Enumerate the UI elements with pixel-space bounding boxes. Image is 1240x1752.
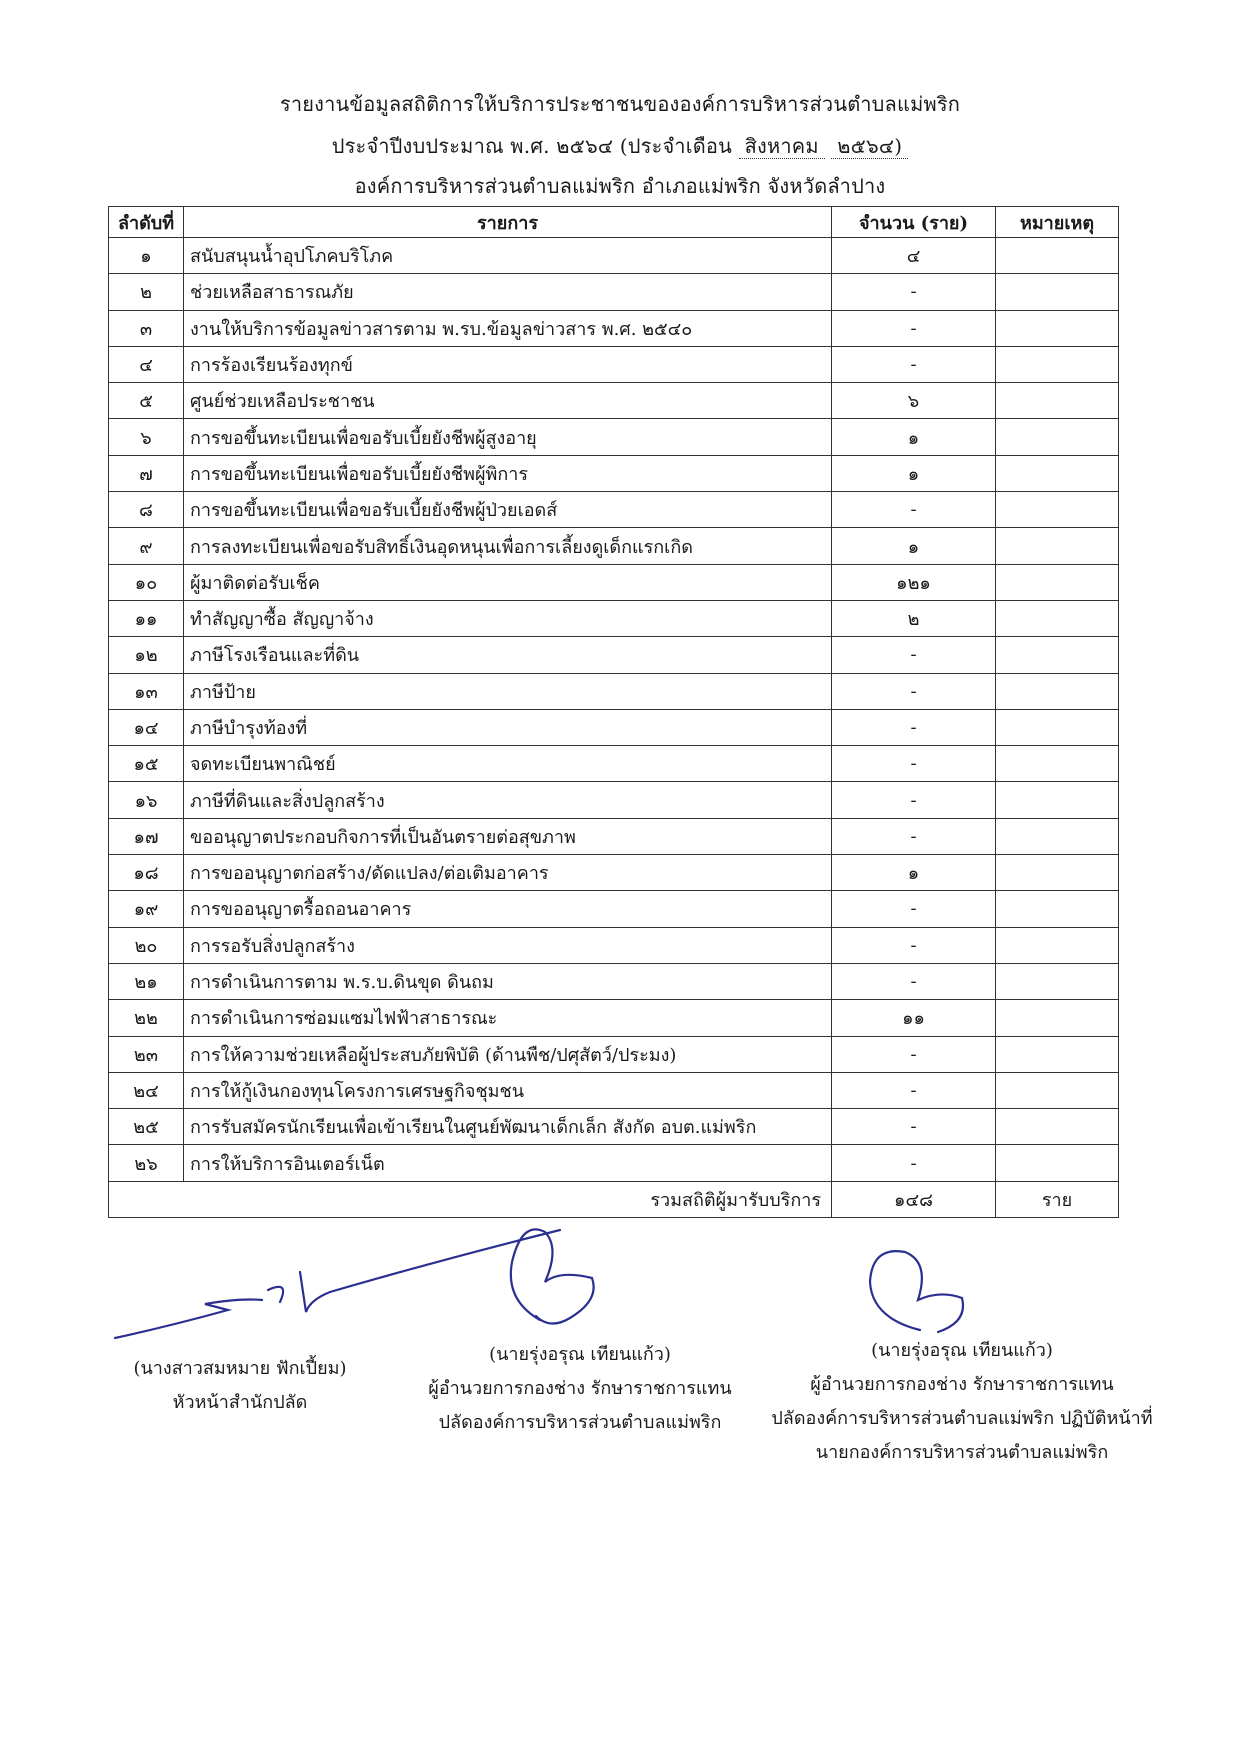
- report-period-prefix: ประจำปีงบประมาณ พ.ศ. ๒๕๖๔ (ประจำเดือน: [331, 134, 733, 158]
- row-item: ภาษีที่ดินและสิ่งปลูกสร้าง: [184, 782, 832, 818]
- signer-2-position-2: ปลัดองค์การบริหารส่วนตำบลแม่พริก: [438, 1412, 722, 1433]
- row-note: [996, 818, 1119, 854]
- row-number: ๒๑: [109, 963, 184, 999]
- row-item: ภาษีโรงเรือนและที่ดิน: [184, 637, 832, 673]
- row-item: ช่วยเหลือสาธารณภัย: [184, 274, 832, 310]
- row-note: [996, 564, 1119, 600]
- row-number: ๑๗: [109, 818, 184, 854]
- row-count: -: [832, 310, 996, 346]
- table-row: [109, 782, 1119, 818]
- table-row: [109, 492, 1119, 528]
- row-note: [996, 963, 1119, 999]
- row-count: ๒: [832, 600, 996, 636]
- row-count: ๔: [832, 238, 996, 274]
- row-count: -: [832, 1109, 996, 1145]
- row-item: การขอขึ้นทะเบียนเพื่อขอรับเบี้ยยังชีพผู้ป่วยเอดส์: [184, 492, 832, 528]
- table-row: [109, 600, 1119, 636]
- table-row: [109, 891, 1119, 927]
- signer-1-name: (นางสาวสมหมาย ฟักเปี้ยม): [133, 1358, 347, 1379]
- row-note: [996, 455, 1119, 491]
- row-item: จดทะเบียนพาณิชย์: [184, 746, 832, 782]
- table-row: [109, 1036, 1119, 1072]
- signature-block-3: [752, 1334, 1172, 1470]
- row-item: ภาษีป้าย: [184, 673, 832, 709]
- row-note: [996, 1145, 1119, 1181]
- row-note: [996, 346, 1119, 382]
- row-number: ๑๕: [109, 746, 184, 782]
- row-note: [996, 1036, 1119, 1072]
- report-period: [0, 130, 1240, 162]
- table-row: [109, 673, 1119, 709]
- signer-3-position-1: ผู้อำนวยการกองช่าง รักษาราชการแทน: [810, 1374, 1114, 1395]
- row-note: [996, 310, 1119, 346]
- row-count: ๑: [832, 455, 996, 491]
- row-note: [996, 1000, 1119, 1036]
- row-item: งานให้บริการข้อมูลข่าวสารตาม พ.รบ.ข้อมูลข่าวสาร พ.ศ. ๒๕๔๐: [184, 310, 832, 346]
- signer-3-position-2: ปลัดองค์การบริหารส่วนตำบลแม่พริก ปฏิบัติหน้าที่: [771, 1408, 1153, 1429]
- table-row: [109, 383, 1119, 419]
- row-count: -: [832, 1072, 996, 1108]
- row-number: ๑๑: [109, 600, 184, 636]
- table-row: [109, 709, 1119, 745]
- row-number: ๒๐: [109, 927, 184, 963]
- table-row: [109, 927, 1119, 963]
- row-number: ๙: [109, 528, 184, 564]
- table-row: [109, 1000, 1119, 1036]
- table-row: [109, 818, 1119, 854]
- row-count: -: [832, 818, 996, 854]
- row-count: ๖: [832, 383, 996, 419]
- signature-1: [115, 1230, 560, 1338]
- signature-3: [870, 1251, 963, 1332]
- row-count: -: [832, 637, 996, 673]
- row-item: ขออนุญาตประกอบกิจการที่เป็นอันตรายต่อสุขภาพ: [184, 818, 832, 854]
- report-year: ๒๕๖๔): [831, 134, 908, 159]
- row-note: [996, 383, 1119, 419]
- table-row: [109, 855, 1119, 891]
- statistics-table: [108, 206, 1119, 1218]
- row-count: -: [832, 1036, 996, 1072]
- total-label: รวมสถิติผู้มารับบริการ: [109, 1181, 832, 1217]
- row-item: การดำเนินการตาม พ.ร.บ.ดินขุด ดินถม: [184, 963, 832, 999]
- row-number: ๒๓: [109, 1036, 184, 1072]
- row-item: ภาษีบำรุงท้องที่: [184, 709, 832, 745]
- table-row: [109, 637, 1119, 673]
- row-note: [996, 274, 1119, 310]
- row-note: [996, 1109, 1119, 1145]
- row-number: ๒๒: [109, 1000, 184, 1036]
- row-count: -: [832, 782, 996, 818]
- row-item: การรับสมัครนักเรียนเพื่อเข้าเรียนในศูนย์พัฒนาเด็กเล็ก สังกัด อบต.แม่พริก: [184, 1109, 832, 1145]
- row-item: สนับสนุนน้ำอุปโภคบริโภค: [184, 238, 832, 274]
- row-note: [996, 1072, 1119, 1108]
- row-item: การให้กู้เงินกองทุนโครงการเศรษฐกิจชุมชน: [184, 1072, 832, 1108]
- column-header-item: รายการ: [184, 207, 832, 238]
- row-count: ๑: [832, 419, 996, 455]
- row-count: -: [832, 274, 996, 310]
- row-item: การร้องเรียนร้องทุกข์: [184, 346, 832, 382]
- row-count: -: [832, 963, 996, 999]
- row-number: ๖: [109, 419, 184, 455]
- table-row: [109, 1072, 1119, 1108]
- row-item: การขอขึ้นทะเบียนเพื่อขอรับเบี้ยยังชีพผู้พิการ: [184, 455, 832, 491]
- table-row: [109, 1109, 1119, 1145]
- row-item: การรอรับสิ่งปลูกสร้าง: [184, 927, 832, 963]
- table-row: [109, 455, 1119, 491]
- row-number: ๑๙: [109, 891, 184, 927]
- table-row: [109, 310, 1119, 346]
- row-count: -: [832, 709, 996, 745]
- row-note: [996, 855, 1119, 891]
- row-note: [996, 891, 1119, 927]
- row-count: -: [832, 891, 996, 927]
- row-count: ๑: [832, 855, 996, 891]
- row-number: ๑๖: [109, 782, 184, 818]
- row-count: -: [832, 746, 996, 782]
- table-header-row: [109, 207, 1119, 238]
- row-note: [996, 528, 1119, 564]
- row-item: การให้ความช่วยเหลือผู้ประสบภัยพิบัติ (ด้านพืช/ปศุสัตว์/ประมง): [184, 1036, 832, 1072]
- table-row: [109, 564, 1119, 600]
- table-row: [109, 419, 1119, 455]
- row-item: ศูนย์ช่วยเหลือประชาชน: [184, 383, 832, 419]
- row-count: ๑๑: [832, 1000, 996, 1036]
- row-note: [996, 637, 1119, 673]
- row-note: [996, 238, 1119, 274]
- report-month: สิงหาคม: [739, 134, 825, 159]
- row-number: ๗: [109, 455, 184, 491]
- column-header-count: จำนวน (ราย): [832, 207, 996, 238]
- row-number: ๕: [109, 383, 184, 419]
- row-number: ๔: [109, 346, 184, 382]
- signature-2: [511, 1229, 594, 1323]
- row-count: -: [832, 927, 996, 963]
- row-number: ๑: [109, 238, 184, 274]
- row-note: [996, 419, 1119, 455]
- table-body: [109, 238, 1119, 1182]
- row-item: การให้บริการอินเตอร์เน็ต: [184, 1145, 832, 1181]
- row-count: ๑๒๑: [832, 564, 996, 600]
- row-number: ๒: [109, 274, 184, 310]
- row-number: ๓: [109, 310, 184, 346]
- row-number: ๘: [109, 492, 184, 528]
- table-row: [109, 963, 1119, 999]
- table-row: [109, 528, 1119, 564]
- signature-block-1: [100, 1352, 380, 1420]
- signature-block-2: [400, 1338, 760, 1440]
- row-number: ๑๓: [109, 673, 184, 709]
- row-note: [996, 673, 1119, 709]
- row-count: ๑: [832, 528, 996, 564]
- row-number: ๒๕: [109, 1109, 184, 1145]
- row-number: ๑๔: [109, 709, 184, 745]
- row-note: [996, 927, 1119, 963]
- row-number: ๑๐: [109, 564, 184, 600]
- signer-1-position: หัวหน้าสำนักปลัด: [172, 1392, 308, 1413]
- report-title: รายงานข้อมูลสถิติการให้บริการประชาชนขององค์การบริหารส่วนตำบลแม่พริก: [279, 92, 961, 116]
- row-item: ทำสัญญาซื้อ สัญญาจ้าง: [184, 600, 832, 636]
- row-item: การลงทะเบียนเพื่อขอรับสิทธิ์เงินอุดหนุนเพื่อการเลี้ยงดูเด็กแรกเกิด: [184, 528, 832, 564]
- row-number: ๑๒: [109, 637, 184, 673]
- row-item: การขออนุญาตรื้อถอนอาคาร: [184, 891, 832, 927]
- row-count: -: [832, 673, 996, 709]
- table-row: [109, 1145, 1119, 1181]
- row-item: ผู้มาติดต่อรับเช็ค: [184, 564, 832, 600]
- signer-2-position-1: ผู้อำนวยการกองช่าง รักษาราชการแทน: [428, 1378, 732, 1399]
- row-note: [996, 782, 1119, 818]
- signer-3-name: (นายรุ่งอรุณ เทียนแก้ว): [871, 1340, 1053, 1361]
- total-count: ๑๔๘: [832, 1181, 996, 1217]
- row-count: -: [832, 1145, 996, 1181]
- column-header-note: หมายเหตุ: [996, 207, 1119, 238]
- row-number: ๒๖: [109, 1145, 184, 1181]
- signer-3-position-3: นายกองค์การบริหารส่วนตำบลแม่พริก: [815, 1442, 1109, 1463]
- row-note: [996, 709, 1119, 745]
- table-row: [109, 346, 1119, 382]
- row-count: -: [832, 492, 996, 528]
- row-note: [996, 600, 1119, 636]
- row-item: การขออนุญาตก่อสร้าง/ดัดแปลง/ต่อเติมอาคาร: [184, 855, 832, 891]
- row-number: ๒๔: [109, 1072, 184, 1108]
- row-note: [996, 746, 1119, 782]
- table-total-row: [109, 1181, 1119, 1217]
- row-item: การขอขึ้นทะเบียนเพื่อขอรับเบี้ยยังชีพผู้สูงอายุ: [184, 419, 832, 455]
- row-number: ๑๘: [109, 855, 184, 891]
- total-unit: ราย: [996, 1181, 1119, 1217]
- report-organization: องค์การบริหารส่วนตำบลแม่พริก อำเภอแม่พริก จังหวัดลำปาง: [354, 174, 886, 198]
- row-item: การดำเนินการซ่อมแซมไฟฟ้าสาธารณะ: [184, 1000, 832, 1036]
- signer-2-name: (นายรุ่งอรุณ เทียนแก้ว): [489, 1344, 671, 1365]
- table-row: [109, 238, 1119, 274]
- table-row: [109, 746, 1119, 782]
- column-header-no: ลำดับที่: [109, 207, 184, 238]
- table-row: [109, 274, 1119, 310]
- row-count: -: [832, 346, 996, 382]
- row-note: [996, 492, 1119, 528]
